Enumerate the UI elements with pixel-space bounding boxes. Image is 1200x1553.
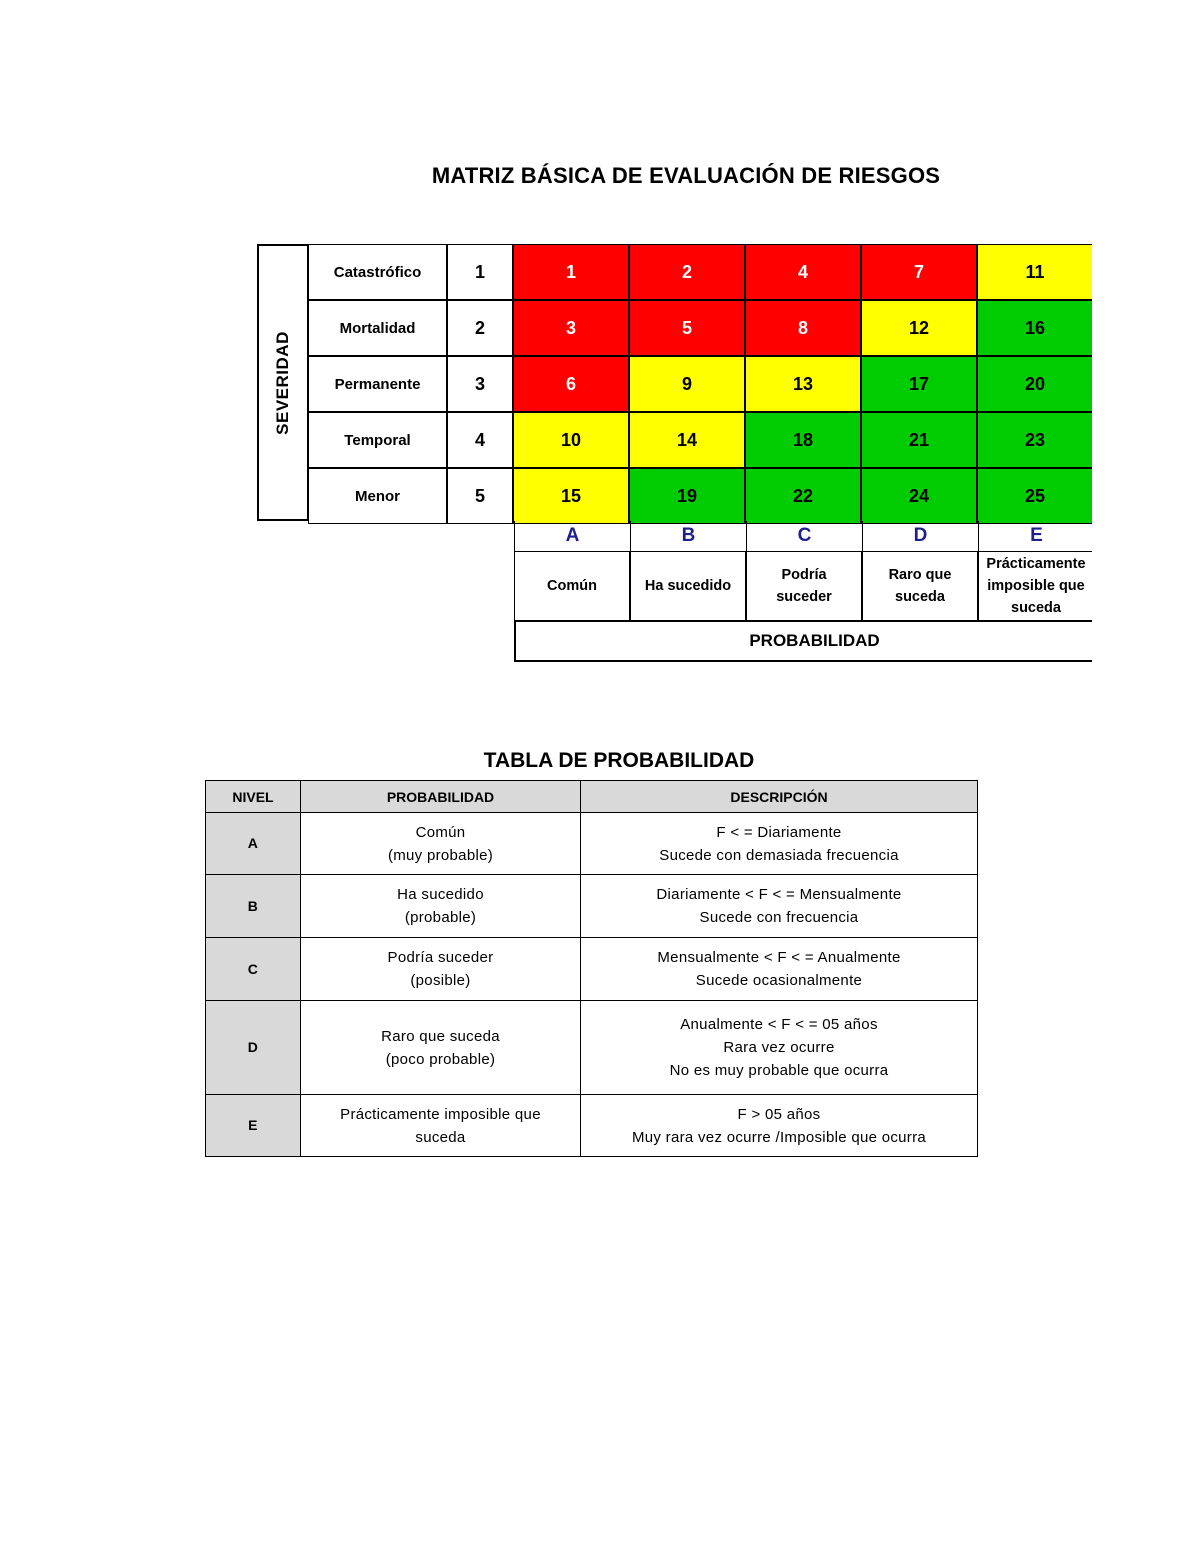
risk-cell: 7: [861, 244, 977, 300]
table-row: [206, 875, 978, 938]
probability-letter: D: [862, 521, 978, 551]
risk-cell: 24: [861, 468, 977, 524]
header-probability: PROBABILIDAD: [301, 781, 581, 813]
probability-axis-footer: [514, 621, 1092, 662]
severity-name: Catastrófico: [308, 244, 447, 300]
description-cell: [581, 813, 978, 875]
description-cell: [581, 1001, 978, 1095]
probability-letter: A: [514, 521, 630, 551]
level-cell: C: [206, 938, 301, 1001]
description-cell: [581, 1095, 978, 1157]
risk-cell: 23: [977, 412, 1092, 468]
description-line: Anualmente < F < = 05 años: [680, 1016, 878, 1033]
risk-cell: 9: [629, 356, 745, 412]
risk-cell: 6: [513, 356, 629, 412]
severity-label: SEVERIDAD: [273, 330, 292, 435]
probability-letter: B: [630, 521, 746, 551]
description-line: Diariamente < F < = Mensualmente: [656, 886, 902, 903]
probability-cell: [301, 813, 581, 875]
description-line: Muy rara vez ocurre /Imposible que ocurra: [631, 1128, 927, 1146]
risk-cell: 22: [745, 468, 861, 524]
probability-label: PROBABILIDAD: [749, 631, 880, 650]
probability-letter: E: [978, 521, 1092, 551]
table-row: [206, 938, 978, 1001]
severity-level: 3: [447, 356, 513, 412]
probability-table-body: [206, 813, 978, 1157]
severity-level: 1: [447, 244, 513, 300]
header-description: DESCRIPCIÓN: [581, 781, 978, 813]
severity-name: Mortalidad: [308, 300, 447, 356]
risk-cell: 5: [629, 300, 745, 356]
probability-table: [205, 780, 978, 1157]
description-cell: [581, 875, 978, 938]
probability-line: suceda: [415, 1128, 466, 1146]
severity-level: 4: [447, 412, 513, 468]
description-line: No es muy probable que ocurra: [669, 1062, 889, 1079]
table-row: [206, 1095, 978, 1157]
matrix-title: MATRIZ BÁSICA DE EVALUACIÓN DE RIESGOS: [431, 163, 941, 188]
probability-line: (posible): [410, 972, 471, 989]
risk-cell: 11: [977, 244, 1092, 300]
probability-column-label: Ha sucedido: [630, 551, 746, 621]
risk-cell: 16: [977, 300, 1092, 356]
severity-name: Permanente: [308, 356, 447, 412]
probability-line: Ha sucedido: [397, 886, 484, 903]
level-cell: D: [206, 1001, 301, 1095]
risk-matrix: [257, 244, 1092, 664]
probability-column-label: Raro que suceda: [862, 551, 978, 621]
risk-cell: 18: [745, 412, 861, 468]
risk-cell: 1: [513, 244, 629, 300]
risk-cell: 4: [745, 244, 861, 300]
probability-line: (muy probable): [387, 846, 494, 864]
description-cell: [581, 938, 978, 1001]
risk-cell: 15: [513, 468, 629, 524]
level-cell: E: [206, 1095, 301, 1157]
description-line: Sucede con frecuencia: [699, 909, 859, 926]
table-row: [206, 813, 978, 875]
severity-level: 5: [447, 468, 513, 524]
table-row: [206, 1001, 978, 1095]
probability-cell: [301, 1095, 581, 1157]
description-line: F > 05 años: [737, 1105, 821, 1123]
probability-line: Común: [415, 823, 466, 841]
description-line: Sucede ocasionalmente: [695, 972, 863, 989]
severity-name: Temporal: [308, 412, 447, 468]
risk-cell: 21: [861, 412, 977, 468]
level-cell: B: [206, 875, 301, 938]
probability-line: Prácticamente imposible que: [340, 1105, 541, 1123]
table-header-row: [206, 781, 978, 813]
probability-cell: [301, 938, 581, 1001]
probability-line: (probable): [404, 909, 477, 926]
severity-axis-box: [257, 244, 308, 521]
risk-cell: 17: [861, 356, 977, 412]
risk-cell: 20: [977, 356, 1092, 412]
risk-cell: 14: [629, 412, 745, 468]
probability-line: Raro que suceda: [381, 1027, 500, 1045]
probability-cell: [301, 1001, 581, 1095]
probability-line: (poco probable): [385, 1050, 496, 1068]
risk-cell: 19: [629, 468, 745, 524]
probability-table-title: TABLA DE PROBABILIDAD: [483, 749, 755, 772]
probability-cell: [301, 875, 581, 938]
severity-level: 2: [447, 300, 513, 356]
risk-cell: 10: [513, 412, 629, 468]
description-line: Rara vez ocurre: [723, 1039, 835, 1056]
risk-cell: 12: [861, 300, 977, 356]
description-line: Mensualmente < F < = Anualmente: [657, 949, 901, 966]
probability-line: Podría suceder: [387, 949, 494, 966]
risk-cell: 13: [745, 356, 861, 412]
level-cell: A: [206, 813, 301, 875]
probability-column-label: Prácticamente imposible que suceda: [978, 551, 1092, 621]
risk-cell: 8: [745, 300, 861, 356]
risk-cell: 25: [977, 468, 1092, 524]
risk-cell: 3: [513, 300, 629, 356]
description-line: Sucede con demasiada frecuencia: [659, 846, 899, 864]
risk-cell: 2: [629, 244, 745, 300]
severity-name: Menor: [308, 468, 447, 524]
probability-column-label: Común: [514, 551, 630, 621]
probability-letter: C: [746, 521, 862, 551]
header-level: NIVEL: [206, 781, 301, 813]
probability-column-label: Podría suceder: [746, 551, 862, 621]
description-line: F < = Diariamente: [716, 823, 842, 841]
